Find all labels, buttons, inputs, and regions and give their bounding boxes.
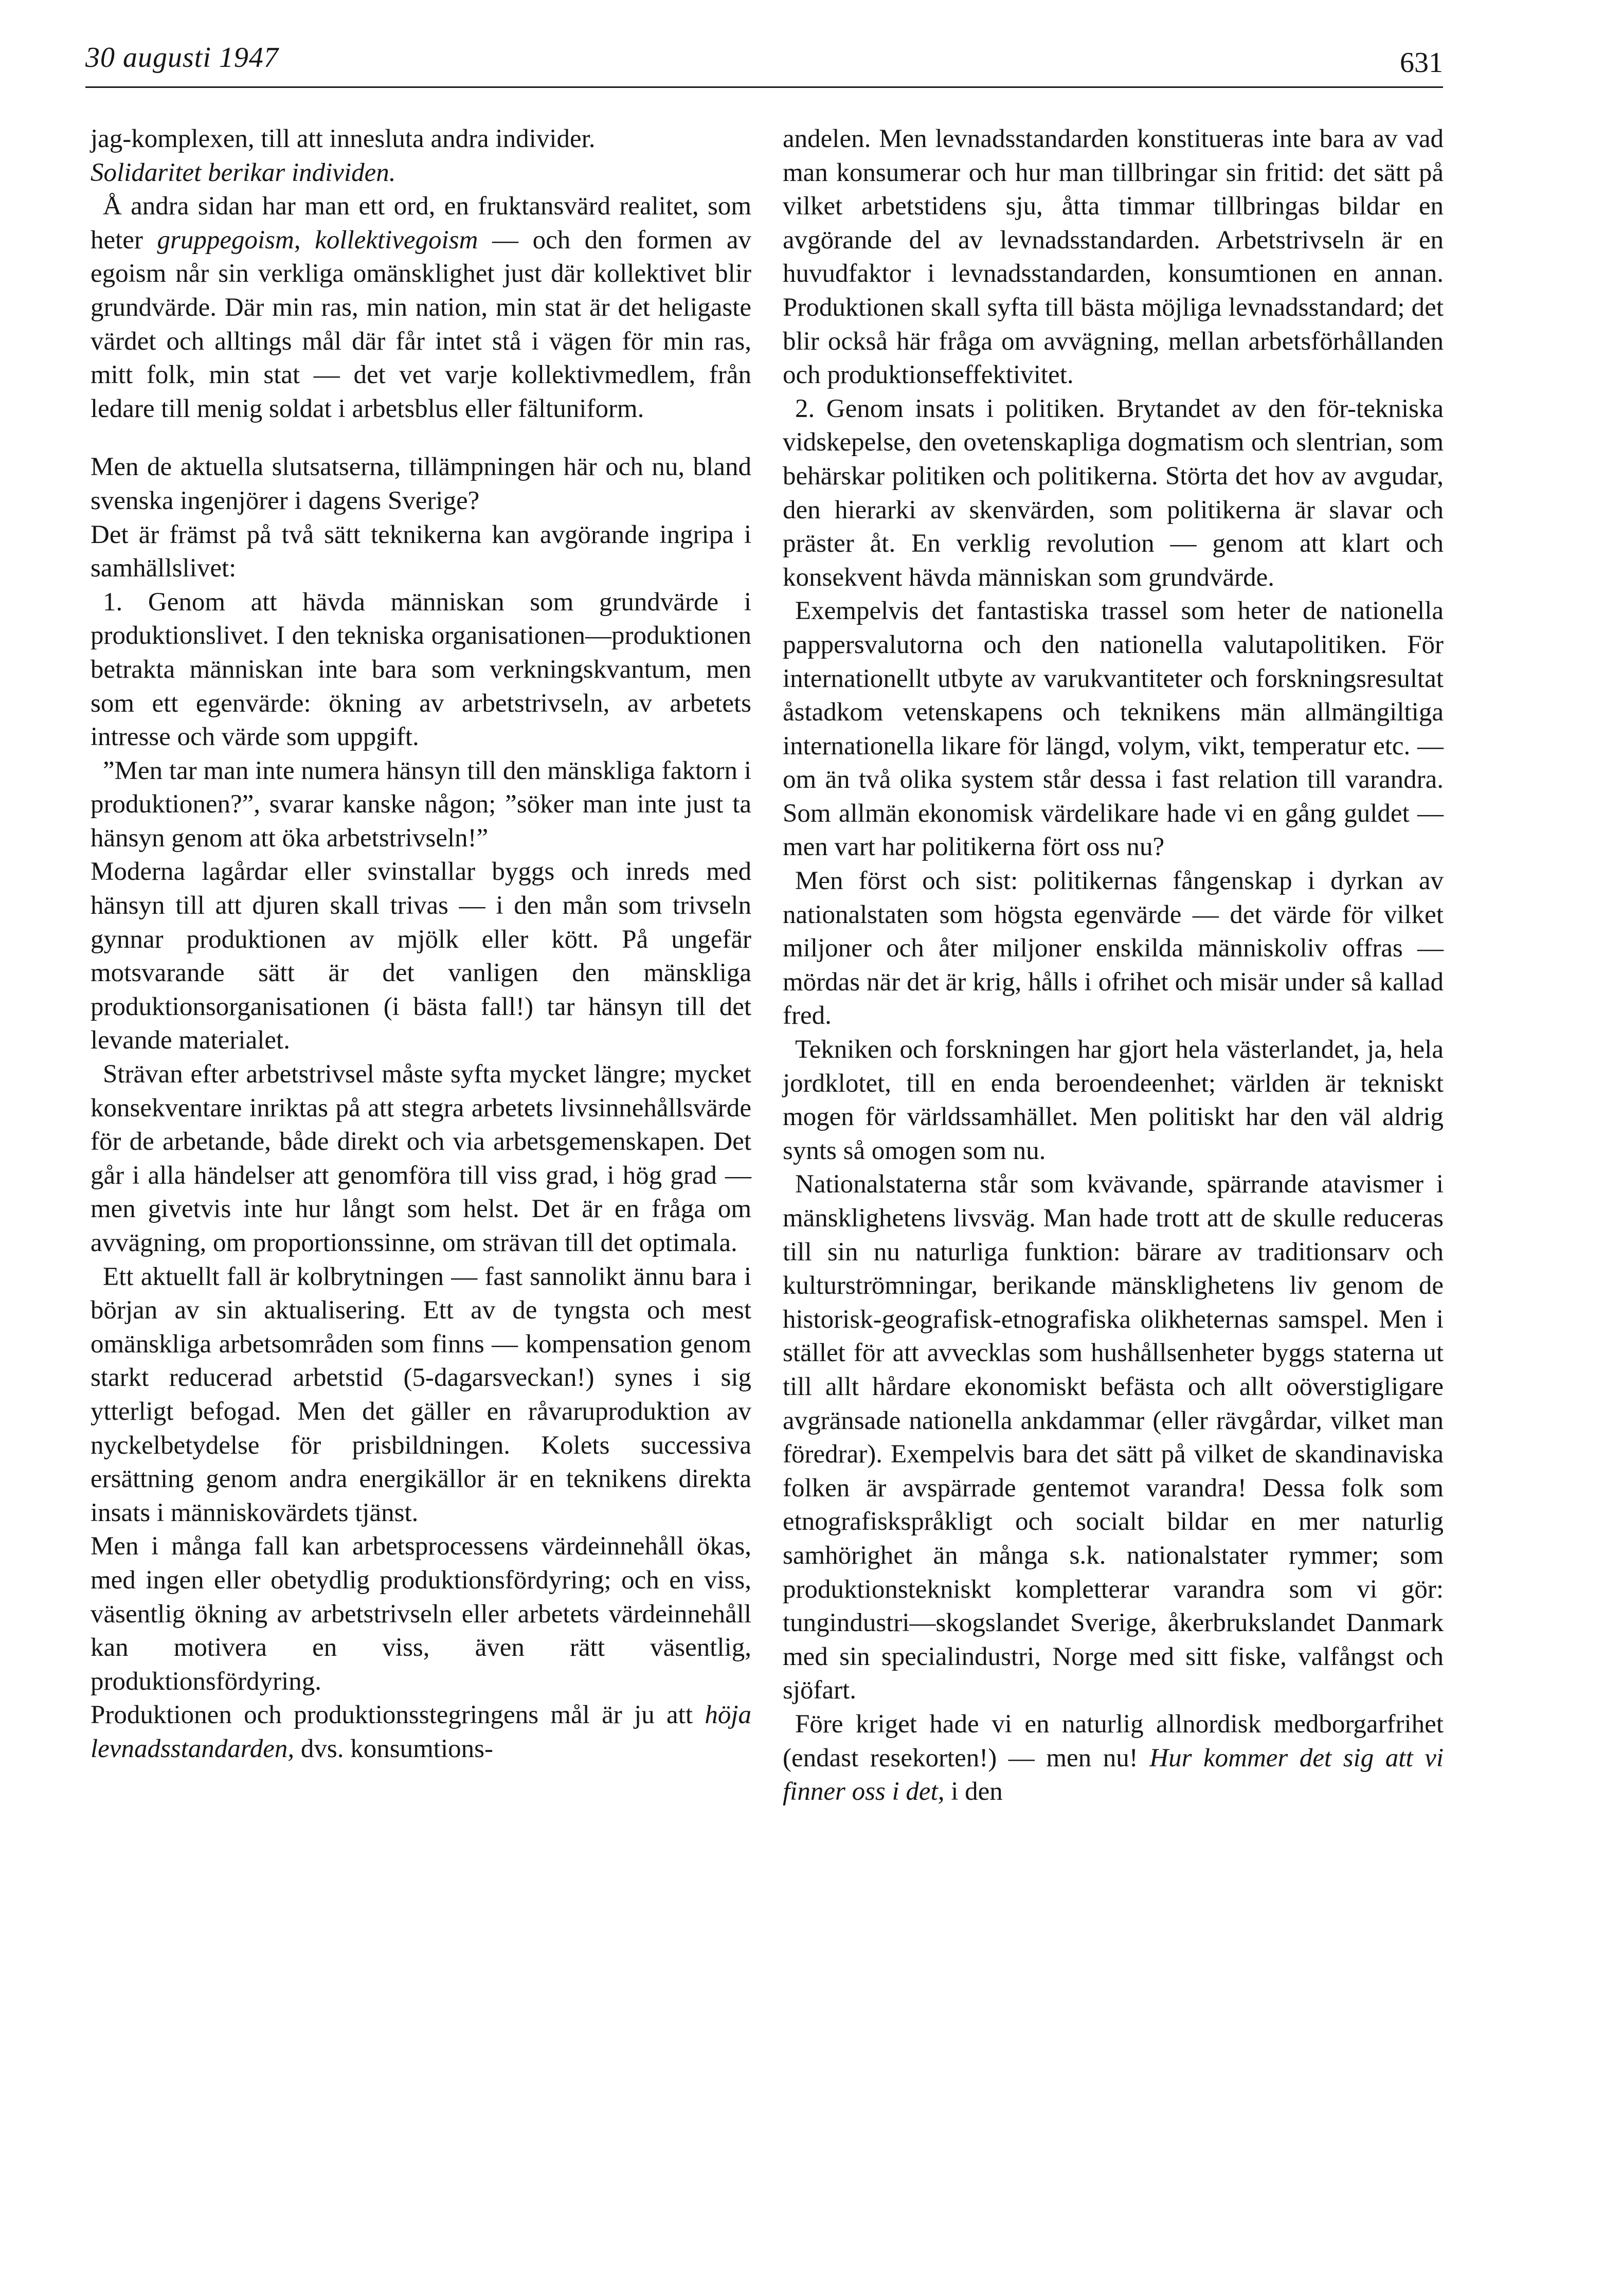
paragraph: Men de aktuella slutsatserna, tillämpningen här och nu, bland svenska ingenjörer i dagens Sverige? bbox=[91, 453, 751, 515]
page-number: 631 bbox=[1400, 47, 1443, 79]
paragraph: Strävan efter arbetstrivsel måste syfta mycket längre; mycket konsekventare inriktas på att stegra arbetets livsinnehållsvärde för de arbetande, både direkt och via arbetsgemenskapen. Det går i alla händelser att genomföra till viss grad, i hög grad — men givetvis inte hur långt som helst. Det är en fråga om avvägning, om proportionssinne, om strävan till det optimala. bbox=[91, 1060, 751, 1257]
page-header bbox=[85, 31, 1443, 87]
paragraph: Nationalstaterna står som kvävande, spärrande atavismer i mänsklighetens livsväg. Man hade trott att de skulle reduceras till sin nu naturliga funktion: bärare av traditionsarv och kulturströmningar, berikande mänsklighetens liv genom de historisk-geografisk-etnografiska olikheternas samspel. Men i stället för att avvecklas som hushållsenheter byggs staterna ut till allt hårdare ekonomiskt befästa och allt oöverstigligare avgränsade nationella ankdammar (eller rävgårdar, vilket man föredrar). Exempelvis bara det sätt på vilket de skandinaviska folken är avspärrade gentemot varandra! Dessa folk som etnografiskspråkligt och socialt bildar en mer naturlig samhörighet än många s.k. nationalstater rymmer; som produktionstekniskt kompletterar varandra som vi gör: tungindustri—skogslandet Sverige, åkerbrukslandet Danmark med sin specialindustri, Norge med sitt fiske, valfångst och sjöfart. bbox=[783, 1170, 1444, 1705]
paragraph: Ett aktuellt fall är kolbrytningen — fast sannolikt ännu bara i början av sin aktualisering. Ett av de tyngsta och mest omänskliga arbetsområden som finns — kompensation genom starkt reducerad arbetstid (5-dagarsveckan!) synes i sig ytterligt befogad. Men det gäller en råvaruproduktion av nyckelbetydelse för prisbildningen. Kolets successiva ersättning genom andra energikällor är en teknikens direkta insats i människovärdets tjänst. bbox=[91, 1262, 751, 1527]
emphasis-text: Hur kommer det sig att vi finner oss i det, bbox=[783, 1743, 1444, 1806]
paragraph-text: i den bbox=[944, 1777, 1003, 1806]
paragraph: Det är främst på två sätt teknikerna kan avgörande ingripa i samhällslivet: bbox=[91, 520, 751, 583]
paragraph: 1. Genom att hävda människan som grundvärde i produktionslivet. I den tekniska organisationen—produktionen betrakta människan inte bara som verkningskvantum, men som ett egenvärde: ökning av arbetstrivseln, av arbetets intresse och värde som uppgift. bbox=[91, 587, 751, 752]
paragraph-text: — och den formen av egoism når sin verkliga omänsklighet just där kollektivet blir grundvärde. Där min ras, min nation, min stat är det heligaste värdet och alltings mål där får intet stå i vägen för min ras, mitt folk, min stat — det vet varje kollektivmedlem, från ledare till menig soldat i arbetsblus eller fältuniform. bbox=[91, 225, 752, 423]
emphasis-text: gruppegoism bbox=[157, 225, 294, 255]
right-column bbox=[783, 122, 1444, 1809]
issue-date: 30 augusti 1947 bbox=[85, 42, 279, 74]
paragraph: Moderna lagårdar eller svinstallar byggs och inreds med hänsyn till att djuren skall trivas — i den mån som trivseln gynnar produktionen av mjölk eller kött. På ungefär motsvarande sätt är det vanligen den mänskliga produktionsorganisationen (i bästa fall!) tar hänsyn till det levande materialet. bbox=[91, 857, 751, 1055]
paragraph bbox=[783, 1708, 1444, 1809]
paragraph bbox=[91, 122, 751, 190]
paragraph: Men först och sist: politikernas fångenskap i dyrkan av nationalstaten som högsta egenvärde — det värde för vilket miljoner och åter miljoner enskilda människoliv offras — mördas när det är krig, hålls i ofrihet och misär under så kallad fred. bbox=[783, 866, 1444, 1031]
paragraph-text: Produktionen och produktionsstegringens mål är ju att bbox=[91, 1701, 705, 1730]
left-column bbox=[91, 122, 751, 1766]
paragraph bbox=[91, 1698, 751, 1766]
paragraph: ”Men tar man inte numera hänsyn till den mänskliga faktorn i produktionen?”, svarar kanske någon; ”söker man inte just ta hänsyn genom att öka arbetstrivseln!” bbox=[91, 756, 751, 853]
emphasis-text: kollektivegoism bbox=[315, 225, 478, 255]
paragraph: Men i många fall kan arbetsprocessens värdeinnehåll ökas, med ingen eller obetydlig produktionsfördyring; och en viss, väsentlig ökning av arbetstrivseln eller arbetets värdeinnehåll kan motivera en viss, även rätt väsentlig, produktionsfördyring. bbox=[91, 1532, 751, 1696]
paragraph-text: Före kriget hade vi en naturlig allnordisk medborgarfrihet (endast resekorten!) — men nu! bbox=[783, 1709, 1444, 1773]
paragraph: Tekniken och forskningen har gjort hela västerlandet, ja, hela jordklotet, till en enda beroendeenhet; världen är tekniskt mogen för världssamhället. Men politiskt har den väl aldrig synts så omogen som nu. bbox=[783, 1035, 1444, 1165]
paragraph: 2. Genom insats i politiken. Brytandet av den för-tekniska vidskepelse, den ovetenskapliga dogmatism och slentrian, som behärskar politiken och politikerna. Störta det hov av avgudar, den hierarki av skenvärden, som politikerna är slavar och präster åt. En verklig revolution — genom att klart och konsekvent hävda människan som grundvärde. bbox=[783, 394, 1444, 592]
paragraph-text: jag-komplexen, till att innesluta andra individer. bbox=[91, 124, 596, 153]
paragraph-text: , bbox=[294, 225, 315, 255]
emphasis-text: Solidaritet berikar individen. bbox=[91, 158, 396, 187]
paragraph-text: dvs. konsumtions- bbox=[294, 1734, 493, 1763]
header-rule bbox=[85, 86, 1443, 88]
emphasis-text: höja levnadsstandarden, bbox=[91, 1701, 751, 1763]
paragraph bbox=[91, 190, 751, 426]
paragraph-text: Å andra sidan har man ett ord, en fruktansvärd realitet, som heter bbox=[91, 192, 751, 255]
paragraph: andelen. Men levnadsstandarden konstitueras inte bara av vad man konsumerar och hur man tillbringar sin fritid: det sätt på vilket arbetstidens sju, åtta timmar tillbringas bildar en avgörande del av levnadsstandarden. Arbetstrivseln är en huvudfaktor i levnadsstandarden, konsumtionen en annan. Produktionen skall syfta till bästa möjliga levnadsstandard; det blir också här fråga om avvägning, mellan arbetsförhållanden och produktionseffektivitet. bbox=[783, 124, 1444, 390]
paragraph: Exempelvis det fantastiska trassel som heter de nationella pappersvalutorna och den nationella valutapolitiken. För internationellt utbyte av varukvantiteter och forskningsresultat åstadkom vetenskapens och teknikens män allmängiltiga internationella likare för längd, volym, vikt, temperatur etc. — om än två olika system står dessa i fast relation till varandra. Som allmän ekonomisk värdelikare hade vi en gång guldet — men vart har politikerna fört oss nu? bbox=[783, 596, 1444, 862]
